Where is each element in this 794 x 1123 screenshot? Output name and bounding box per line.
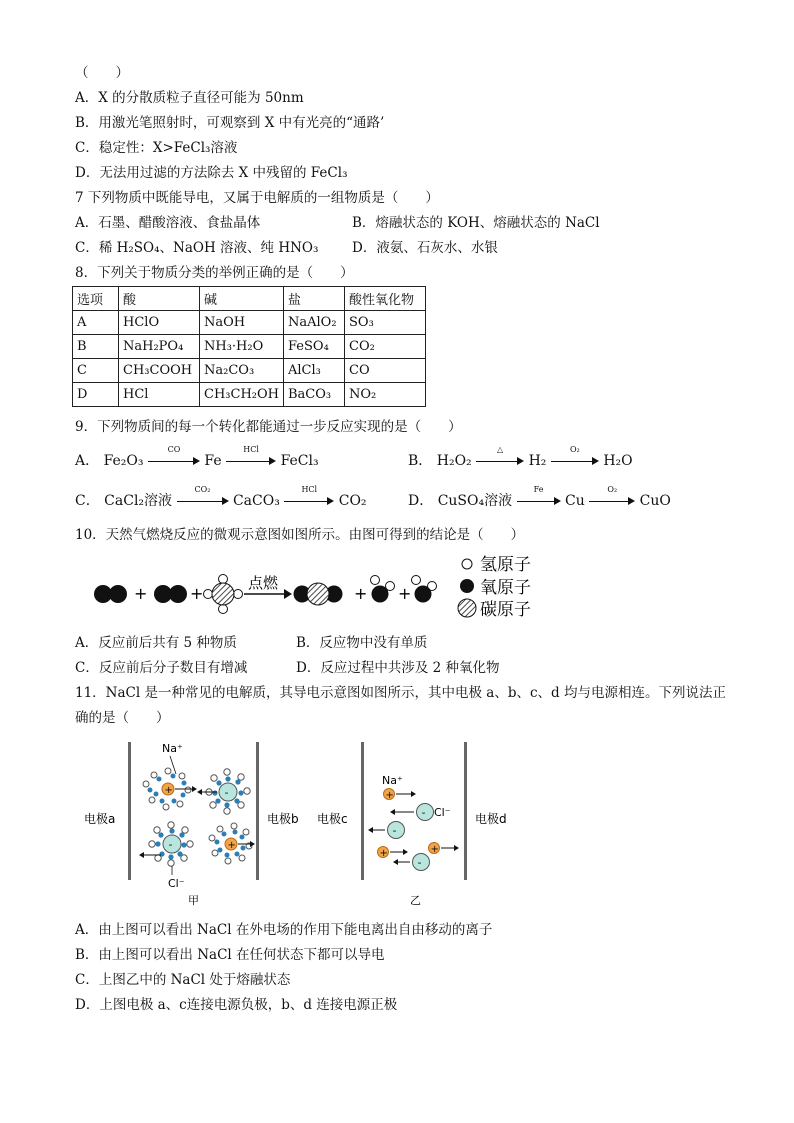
plus-sign: +	[227, 840, 236, 851]
option-label: A．	[75, 453, 100, 469]
arrow-condition-label: 点燃	[248, 574, 279, 592]
q9-option-d	[408, 485, 671, 511]
q10-option-a: A．反应前后共有 5 种物质	[75, 635, 237, 651]
table-cell: HCl	[119, 383, 200, 407]
electrode-b-label: 电极b	[267, 812, 299, 826]
table-cell: NaAlO₂	[284, 311, 345, 335]
table-header-cell: 选项	[73, 287, 119, 311]
plus-sign: +	[354, 584, 368, 603]
table-cell: CO₂	[345, 335, 426, 359]
water-molecule-icon	[412, 576, 437, 603]
plus-sign: +	[134, 584, 148, 603]
electrode-a-label: 电极a	[84, 812, 116, 826]
table-cell: C	[73, 359, 119, 383]
sodium-ion-icon	[378, 847, 409, 860]
table-cell: BaCO₃	[284, 383, 345, 407]
reaction-arrow-icon	[148, 445, 200, 468]
table-cell: NH₃·H₂O	[200, 335, 284, 359]
reagent: O₂	[569, 445, 580, 454]
q6-option-d: D．无法用过滤的方法除去 X 中残留的 FeCl₃	[75, 165, 348, 181]
reaction-arrow-icon	[226, 445, 276, 468]
electrode-d-label: 电极d	[475, 812, 507, 826]
table-cell: NaH₂PO₄	[119, 335, 200, 359]
reagent: △	[497, 445, 504, 454]
q9-option-c	[75, 485, 367, 511]
q10-option-b: B．反应物中没有单质	[296, 635, 428, 651]
q8-stem: 8．下列关于物质分类的举例正确的是（ ）	[75, 265, 354, 281]
reagent: HCl	[243, 445, 259, 454]
hydrated-sodium-ion-icon	[143, 768, 197, 810]
na-ion-label: Na⁺	[162, 742, 183, 755]
q11-option-a: A．由上图可以看出 NaCl 在外电场的作用下能电离出自由移动的离子	[75, 922, 493, 938]
electrode-c-plate	[361, 742, 364, 880]
nacl-conduction-diagram	[84, 732, 524, 910]
table-cell: HClO	[119, 311, 200, 335]
table-row	[73, 335, 426, 359]
reaction-arrow-icon	[177, 485, 229, 508]
q7-option-a: A．石墨、醋酸溶液、食盐晶体	[75, 215, 261, 231]
table-cell: A	[73, 311, 119, 335]
table-cell: AlCl₃	[284, 359, 345, 383]
chloride-ion-icon	[393, 854, 430, 871]
reagent: O₂	[607, 485, 618, 494]
q6-option-a: A．X 的分散质粒子直径可能为 50nm	[75, 90, 304, 106]
atom-legend	[458, 555, 531, 620]
substance: H₂O₂	[436, 453, 472, 469]
substance: CaCO₃	[232, 493, 280, 509]
q9-stem: 9．下列物质间的每一个转化都能通过一步反应实现的是（ ）	[75, 419, 462, 435]
q10-stem: 10．天然气燃烧反应的微观示意图如图所示。由图可得到的结论是（ ）	[75, 527, 525, 543]
plus-sign: +	[385, 790, 394, 801]
hydrated-chloride-ion-icon	[139, 822, 193, 866]
q6-option-b: B．用激光笔照射时，可观察到 X 中有光亮的“通路’	[75, 115, 385, 131]
minus-sign: -	[168, 838, 173, 851]
combustion-micro-diagram	[88, 552, 548, 622]
sodium-ion-icon	[384, 789, 417, 802]
q11-stem-line1: 11．NaCl 是一种常见的电解质，其导电示意图如图所示，其中电极 a、b、c、d 均与电源相连。下列说法正	[75, 685, 726, 701]
q11-option-d: D．上图电极 a、c连接电源负极，b、d 连接电源正极	[75, 997, 398, 1013]
option-label: D．	[408, 493, 434, 509]
cl-ion-label: Cl⁻	[168, 877, 185, 890]
substance: CaCl₂溶液	[104, 493, 173, 509]
table-header-cell: 酸性氧化物	[345, 287, 426, 311]
sodium-ion-icon	[429, 843, 460, 856]
q9-option-b	[408, 445, 633, 471]
table-row	[73, 359, 426, 383]
reagent: HCl	[301, 485, 318, 494]
q7-option-b: B．熔融状态的 KOH、熔融状态的 NaCl	[352, 215, 600, 231]
q11-option-c: C．上图乙中的 NaCl 处于熔融状态	[75, 972, 291, 988]
table-row	[73, 383, 426, 407]
hydrated-sodium-ion-icon	[209, 823, 255, 864]
table-cell: FeSO₄	[284, 335, 345, 359]
substance: H₂	[528, 453, 547, 469]
reaction-arrow-icon	[589, 485, 635, 508]
electrode-d-plate	[464, 742, 467, 880]
oxygen-molecule-icon	[154, 585, 187, 603]
oxygen-molecule-icon	[94, 585, 127, 603]
table-header-row	[73, 287, 426, 311]
plus-sign: +	[164, 785, 173, 796]
plus-sign: +	[430, 844, 439, 855]
water-molecule-icon	[371, 576, 395, 603]
chloride-ion-icon	[368, 822, 405, 839]
minus-sign: -	[224, 786, 229, 799]
q11-stem-line2: 确的是（ ）	[75, 710, 170, 726]
substance: FeCl₃	[280, 453, 319, 469]
table-cell: B	[73, 335, 119, 359]
minus-sign: -	[392, 824, 397, 837]
hydrogen-atom-icon	[462, 559, 472, 569]
reaction-arrow-icon	[517, 485, 561, 508]
table-cell: Na₂CO₃	[200, 359, 284, 383]
table-cell: D	[73, 383, 119, 407]
legend-oxygen-label: 氧原子	[480, 578, 531, 598]
reaction-arrow-icon	[284, 485, 334, 508]
hydrated-chloride-ion-icon	[197, 769, 250, 814]
cl-ion-label: Cl⁻	[434, 806, 451, 819]
methane-molecule-icon	[204, 575, 243, 614]
oxygen-atom-icon	[460, 579, 474, 593]
caption-yi: 乙	[410, 894, 421, 907]
minus-sign: -	[421, 806, 426, 819]
substance: CuSO₄溶液	[437, 493, 513, 509]
reagent: CO₂	[194, 485, 211, 494]
chloride-ion-icon	[390, 804, 434, 821]
legend-carbon-label: 碳原子	[480, 600, 531, 620]
table-cell: NO₂	[345, 383, 426, 407]
table-row	[73, 311, 426, 335]
substance: H₂O	[603, 453, 633, 469]
table-cell: CH₃COOH	[119, 359, 200, 383]
table-header-cell: 碱	[200, 287, 284, 311]
legend-hydrogen-label: 氢原子	[480, 555, 531, 575]
table-cell: SO₃	[345, 311, 426, 335]
q10-option-c: C．反应前后分子数目有增减	[75, 660, 248, 676]
plus-sign: +	[398, 584, 412, 603]
table-cell: NaOH	[200, 311, 284, 335]
table-header-cell: 盐	[284, 287, 345, 311]
q10-option-d: D．反应过程中共涉及 2 种氧化物	[296, 660, 500, 676]
q7-stem: 7 下列物质中既能导电，又属于电解质的一组物质是（ ）	[75, 190, 439, 206]
plus-sign: +	[379, 848, 388, 859]
table-header-cell: 酸	[119, 287, 200, 311]
caption-jia: 甲	[188, 894, 199, 907]
na-ion-label: Na⁺	[382, 774, 403, 787]
substance: CO₂	[338, 493, 367, 509]
q6-stem: （ ）	[75, 65, 129, 81]
table-cell: CO	[345, 359, 426, 383]
minus-sign: -	[417, 856, 422, 869]
reagent: Fe	[533, 485, 544, 494]
electrode-b-plate	[256, 742, 259, 880]
substance: Cu	[565, 493, 585, 509]
table-cell: CH₃CH₂OH	[200, 383, 284, 407]
classification-table	[72, 286, 426, 407]
option-label: C．	[75, 493, 100, 509]
substance: CuO	[639, 493, 671, 509]
q11-option-b: B．由上图可以看出 NaCl 在任何状态下都可以导电	[75, 947, 385, 963]
q7-option-c: C．稀 H₂SO₄、NaOH 溶液、纯 HNO₃	[75, 240, 319, 256]
substance: Fe₂O₃	[103, 453, 144, 469]
arrow-head-icon	[284, 589, 292, 599]
reaction-arrow-icon	[476, 445, 524, 468]
carbon-atom-icon	[458, 599, 476, 617]
q7-option-d: D．液氨、石灰水、水银	[352, 240, 498, 256]
carbon-dioxide-molecule-icon	[294, 583, 343, 605]
plus-sign: +	[190, 584, 204, 603]
q9-option-a	[75, 445, 319, 471]
electrode-c-label: 电极c	[317, 812, 348, 826]
reagent: CO	[167, 445, 181, 454]
panel-jia	[84, 742, 299, 907]
option-label: B．	[408, 453, 433, 469]
q6-option-c: C．稳定性：X>FeCl₃溶液	[75, 140, 238, 156]
reaction-arrow-icon	[551, 445, 599, 468]
substance: Fe	[204, 453, 222, 469]
panel-yi	[317, 742, 507, 907]
electrode-a-plate	[128, 742, 131, 880]
